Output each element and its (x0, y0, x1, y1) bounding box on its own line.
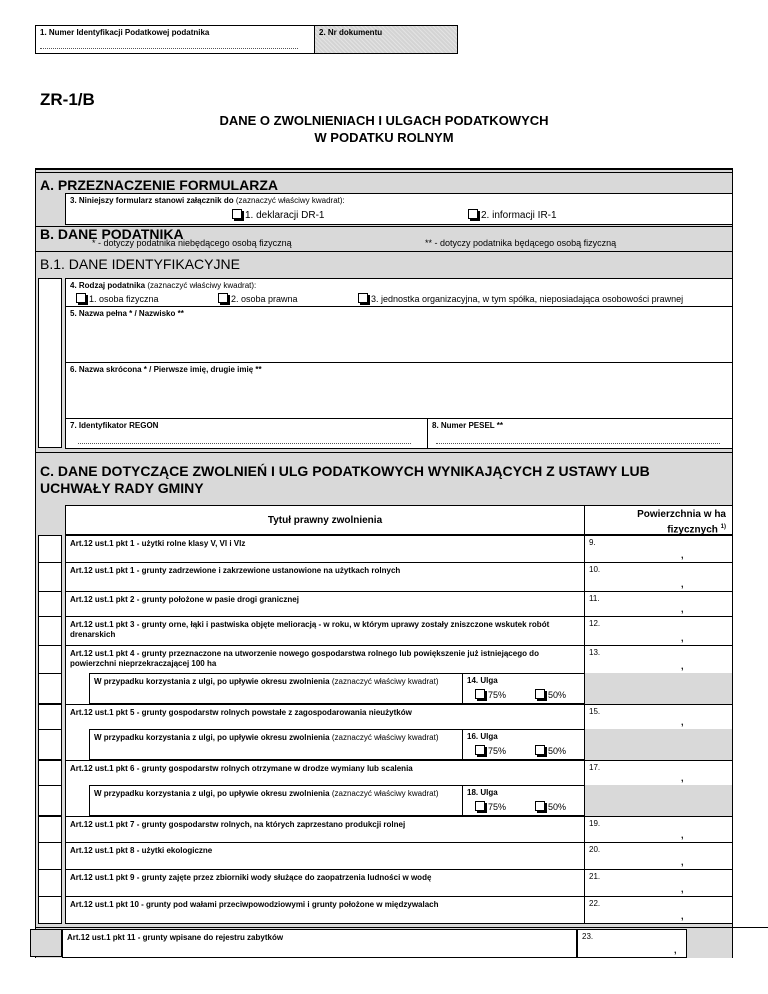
area-field-number: 15. (589, 707, 601, 716)
row-title: Art.12 ust.1 pkt 6 - grunty gospodarstw rolnych otrzymane w drodze wymiany lub scalenia (70, 764, 413, 773)
option-legal-person[interactable] (218, 293, 298, 304)
checkbox-ir1[interactable] (468, 209, 478, 219)
field-5-full-name[interactable] (65, 306, 733, 363)
row-title-cell (65, 869, 585, 897)
option-natural-person[interactable] (76, 293, 159, 304)
area-field-number: 23. (582, 932, 594, 941)
area-input-field[interactable] (584, 562, 733, 592)
col-header-area-sup: 1) (720, 524, 726, 530)
col-header-area (584, 505, 733, 535)
field-3-label: 3. Niniejszy formularz stanowi załącznik do (70, 196, 234, 205)
field-6-short-name[interactable] (65, 362, 733, 419)
row-number-cell (38, 896, 62, 924)
row-title-cell (65, 591, 585, 617)
row-title: Art.12 ust.1 pkt 2 - grunty położone w pasie drogi granicznej (70, 595, 299, 604)
decimal-comma: , (681, 857, 684, 867)
relief-indent (65, 785, 89, 816)
decimal-comma: , (681, 604, 684, 614)
row-title-cell (65, 704, 585, 730)
checkbox-relief-75[interactable] (475, 801, 485, 811)
relief-option-cell (462, 729, 585, 760)
row-number-cell (38, 704, 62, 730)
decimal-comma: , (681, 550, 684, 560)
option-relief-75[interactable] (475, 745, 506, 756)
row-title: Art.12 ust.1 pkt 4 - grunty przeznaczone na utworzenie nowego gospodarstwa rolnego lub powiększenie już istniejącego do powierzchni nieprzekraczającej 100 ha (70, 649, 539, 668)
field-3 (65, 193, 733, 225)
row-number-cell (38, 869, 62, 897)
option-relief-75[interactable] (475, 801, 506, 812)
option-legal-person-label: 2. osoba prawna (231, 294, 298, 304)
section-c-title (40, 463, 650, 497)
section-b1-title: B.1. DANE IDENTYFIKACYJNE (40, 256, 240, 272)
relief-label: 16. Ulga (467, 732, 498, 741)
area-field-number: 11. (589, 594, 600, 603)
field-7-regon[interactable] (65, 418, 428, 449)
decimal-comma: , (681, 717, 684, 727)
row-title-cell (65, 896, 585, 924)
relief-prompt-cell (89, 785, 463, 816)
row-number-cell (38, 760, 62, 786)
decimal-comma: , (681, 911, 684, 921)
field-8-pesel[interactable] (427, 418, 733, 449)
row-title-cell (65, 760, 585, 786)
field-4 (65, 278, 733, 307)
row-title-cell (65, 816, 585, 843)
decimal-comma: , (681, 579, 684, 589)
decimal-comma: , (681, 661, 684, 671)
row-number-cell (38, 785, 62, 816)
field-4-note: (zaznaczyć właściwy kwadrat): (147, 281, 257, 290)
relief-label: 18. Ulga (467, 788, 498, 797)
field-4-label: 4. Rodzaj podatnika (70, 281, 146, 290)
area-field-number: 9. (589, 538, 596, 547)
checkbox-natural-person[interactable] (76, 293, 86, 303)
option-relief-50-label: 50% (548, 690, 567, 700)
option-org-unit[interactable] (358, 293, 683, 304)
row-number-cell (38, 616, 62, 646)
checkbox-relief-75[interactable] (475, 745, 485, 755)
checkbox-relief-75[interactable] (475, 689, 485, 699)
row-title: Art.12 ust.1 pkt 1 - grunty zadrzewione i zakrzewione ustanowione na użytkach rolnych (70, 566, 401, 575)
area-input-field[interactable] (584, 704, 733, 730)
relief-option-cell (462, 673, 585, 704)
nip-field[interactable] (35, 25, 315, 54)
relief-prompt: W przypadku korzystania z ulgi, po upływie okresu zwolnienia (94, 677, 332, 686)
relief-value-filler (585, 673, 732, 704)
area-input-field[interactable] (584, 842, 733, 870)
option-ir1[interactable] (468, 209, 557, 221)
option-relief-50[interactable] (535, 801, 566, 812)
area-input-field[interactable] (584, 896, 733, 924)
form-title (0, 112, 768, 146)
field-6-label: 6. Nazwa skrócona * / Pierwsze imię, drugie imię ** (70, 365, 262, 374)
doc-number-field (314, 25, 458, 54)
section-c-title-line1: C. DANE DOTYCZĄCE ZWOLNIEŃ I ULG PODATKOWYCH WYNIKAJĄCYCH Z USTAWY LUB (40, 463, 650, 479)
checkbox-org-unit[interactable] (358, 293, 368, 303)
option-relief-50[interactable] (535, 745, 566, 756)
relief-prompt-cell (89, 673, 463, 704)
area-input-field[interactable] (584, 591, 733, 617)
form-code: ZR-1/B (40, 90, 95, 109)
checkbox-legal-person[interactable] (218, 293, 228, 303)
option-relief-75-label: 75% (488, 746, 507, 756)
col-header-title-text: Tytuł prawny zwolnienia (267, 515, 383, 526)
section-b-title: B. DANE PODATNIKA (40, 226, 184, 242)
relief-prompt: W przypadku korzystania z ulgi, po upływie okresu zwolnienia (94, 789, 332, 798)
row-title: Art.12 ust.1 pkt 1 - użytki rolne klasy V, VI i VIz (70, 539, 246, 548)
option-dr1-label: 1. deklaracji DR-1 (245, 210, 325, 221)
row-title-cell (65, 645, 585, 674)
relief-prompt-note: (zaznaczyć właściwy kwadrat) (331, 677, 439, 686)
checkbox-relief-50[interactable] (535, 689, 545, 699)
relief-prompt-note: (zaznaczyć właściwy kwadrat) (331, 789, 439, 798)
relief-prompt-note: (zaznaczyć właściwy kwadrat) (331, 733, 439, 742)
row-number-cell (38, 673, 62, 704)
decimal-comma: , (674, 945, 677, 955)
col-header-area-line1: Powierzchnia w ha (637, 509, 726, 520)
relief-value-filler (585, 729, 732, 760)
relief-indent (65, 673, 89, 704)
option-dr1[interactable] (232, 209, 324, 221)
area-input-field[interactable] (584, 535, 733, 563)
decimal-comma: , (681, 830, 684, 840)
checkbox-dr1[interactable] (232, 209, 242, 219)
option-relief-75[interactable] (475, 689, 506, 700)
row-title: Art.12 ust.1 pkt 8 - użytki ekologiczne (70, 846, 213, 855)
area-field-number: 13. (589, 648, 601, 657)
form-title-line1: DANE O ZWOLNIENIACH I ULGACH PODATKOWYCH (219, 113, 549, 128)
row-number-cell (38, 816, 62, 843)
row-number-cell (38, 645, 62, 674)
row-title: Art.12 ust.1 pkt 3 - grunty orne, łąki i pastwiska objęte melioracją - w roku, w którym uprawy zostały zniszczone wskutek robót drenarskich (70, 620, 550, 639)
area-input-field[interactable] (584, 645, 733, 674)
area-input-field[interactable] (584, 869, 733, 897)
area-input-field[interactable] (584, 760, 733, 786)
row-number-cell (38, 729, 62, 760)
relief-prompt: W przypadku korzystania z ulgi, po upływie okresu zwolnienia (94, 733, 332, 742)
relief-value-filler (585, 785, 732, 816)
option-relief-50-label: 50% (548, 746, 567, 756)
option-relief-75-label: 75% (488, 802, 507, 812)
row-number-cell (30, 929, 62, 957)
checkbox-relief-50[interactable] (535, 801, 545, 811)
relief-option-cell (462, 785, 585, 816)
relief-indent (65, 729, 89, 760)
col-header-area-line2: fizycznych (667, 524, 718, 536)
area-field-number: 20. (589, 845, 601, 854)
row-title-cell (65, 535, 585, 563)
area-field-number: 19. (589, 819, 601, 828)
relief-prompt-cell (89, 729, 463, 760)
option-relief-75-label: 75% (488, 690, 507, 700)
area-input-field[interactable] (584, 816, 733, 843)
row-number-cell (38, 535, 62, 563)
nip-label: 1. Numer Identyfikacji Podatkowej podatnika (40, 28, 210, 37)
area-field-number: 21. (589, 872, 601, 881)
field-3-note: (zaznaczyć właściwy kwadrat): (235, 196, 345, 205)
option-ir1-label: 2. informacji IR-1 (481, 210, 557, 221)
area-field-number: 22. (589, 899, 601, 908)
row-title: Art.12 ust.1 pkt 11 - grunty wpisane do rejestru zabytków (67, 933, 284, 942)
row-title-cell (62, 929, 577, 958)
option-relief-50-label: 50% (548, 802, 567, 812)
area-input-field[interactable] (584, 616, 733, 646)
checkbox-relief-50[interactable] (535, 745, 545, 755)
section-a-title: A. PRZEZNACZENIE FORMULARZA (40, 177, 278, 193)
col-header-title (65, 505, 585, 535)
field-5-label: 5. Nazwa pełna * / Nazwisko ** (70, 309, 184, 318)
row-title-cell (65, 616, 585, 646)
row-title-cell (65, 562, 585, 592)
option-relief-50[interactable] (535, 689, 566, 700)
row-title: Art.12 ust.1 pkt 9 - grunty zajęte przez zbiorniki wody służące do zaopatrzenia ludności w wodę (70, 873, 432, 882)
section-b-note2: ** - dotyczy podatnika będącego osobą fizyczną (425, 238, 617, 248)
option-natural-person-label: 1. osoba fizyczna (89, 294, 159, 304)
row-number-cell (38, 591, 62, 617)
section-b-note1: * - dotyczy podatnika niebędącego osobą fizyczną (92, 238, 292, 248)
decimal-comma: , (681, 633, 684, 643)
relief-label: 14. Ulga (467, 676, 498, 685)
form-title-line2: W PODATKU ROLNYM (314, 130, 454, 145)
row-number-cell (38, 562, 62, 592)
option-org-unit-label: 3. jednostka organizacyjna, w tym spółka, nieposiadająca osobowości prawnej (371, 294, 684, 304)
row-number-cell (38, 842, 62, 870)
row-title: Art.12 ust.1 pkt 7 - grunty gospodarstw rolnych, na których zaprzestano produkcji rolnej (70, 820, 406, 829)
field-8-label: 8. Numer PESEL ** (432, 421, 503, 430)
doc-number-label: 2. Nr dokumentu (319, 28, 383, 37)
area-field-number: 17. (589, 763, 601, 772)
field-7-label: 7. Identyfikator REGON (70, 421, 159, 430)
decimal-comma: , (681, 773, 684, 783)
row-title-cell (65, 842, 585, 870)
row-title: Art.12 ust.1 pkt 5 - grunty gospodarstw rolnych powstałe z zagospodarowania nieużytków (70, 708, 412, 717)
section-c-title-line2: UCHWAŁY RADY GMINY (40, 480, 204, 496)
area-field-number: 12. (589, 619, 601, 628)
decimal-comma: , (681, 884, 684, 894)
area-field-number: 10. (589, 565, 601, 574)
row-title: Art.12 ust.1 pkt 10 - grunty pod wałami przeciwpowodziowymi i grunty położone w międzywalach (70, 900, 439, 909)
area-input-field[interactable] (577, 929, 687, 958)
